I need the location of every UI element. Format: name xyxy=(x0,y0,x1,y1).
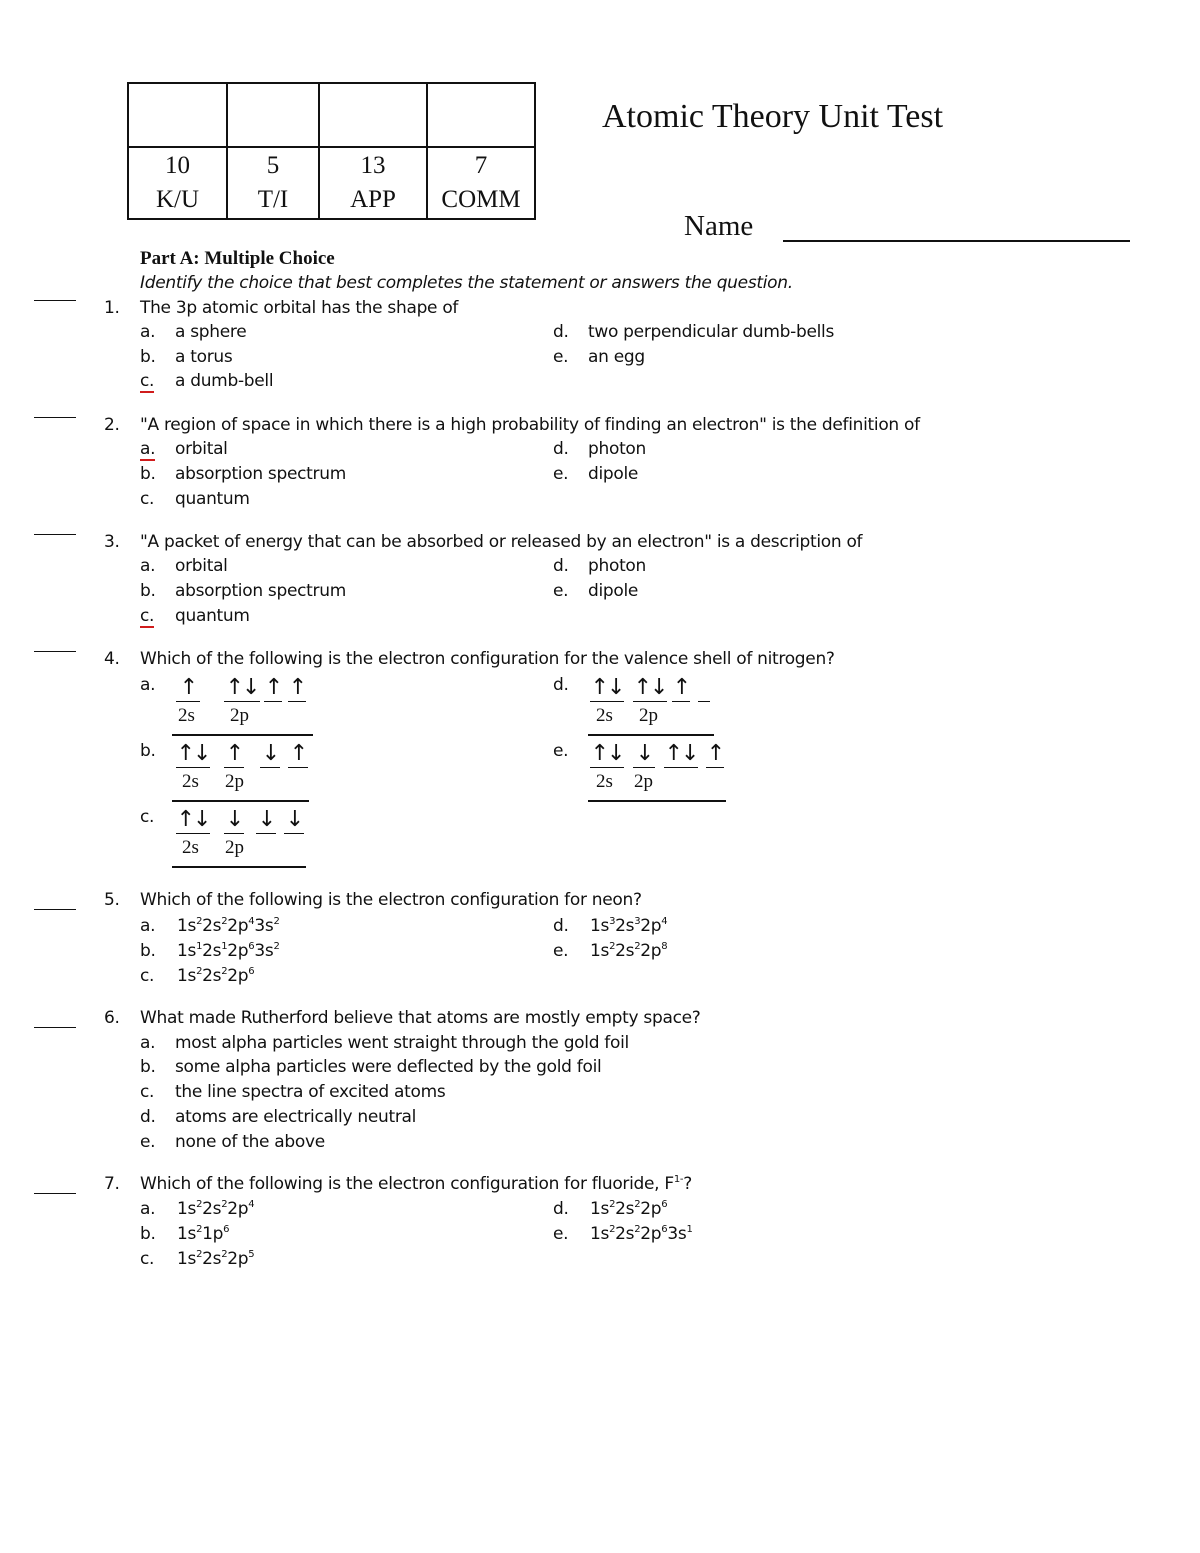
answer-blank[interactable] xyxy=(34,300,76,301)
question-text: Which of the following is the electron configuration for fluoride, $F^{1-}$? xyxy=(140,1174,692,1194)
option-letter: d. xyxy=(553,556,569,576)
score-cell-comm[interactable] xyxy=(427,83,535,147)
score-app: 13 APP xyxy=(319,147,427,219)
option-text: none of the above xyxy=(175,1132,325,1152)
option-letter: d. xyxy=(553,675,569,695)
option-letter: c. xyxy=(140,1082,155,1102)
option-text: a dumb-bell xyxy=(175,371,274,391)
label-2p: 2p xyxy=(230,705,249,726)
label-2p: 2p xyxy=(639,705,658,726)
option-text: an egg xyxy=(588,347,645,367)
question-number: 6. xyxy=(104,1008,120,1028)
option-text: $1s^22s^22p^43s^2$ xyxy=(177,916,280,936)
question-number: 1. xyxy=(104,298,120,318)
orbital-2p: ↑ xyxy=(672,675,690,700)
label-2p: 2p xyxy=(634,771,653,792)
option-letter: a. xyxy=(140,556,156,576)
option-text: a torus xyxy=(175,347,233,367)
option-text: $1s^22s^22p^63s^1$ xyxy=(590,1224,693,1244)
name-label: Name xyxy=(684,210,754,242)
label-2s: 2s xyxy=(182,837,199,858)
label-2s: 2s xyxy=(596,705,613,726)
orbital-2p: ↑ xyxy=(706,741,724,766)
score-cell-app[interactable] xyxy=(319,83,427,147)
orbital-2s: ↑↓ xyxy=(590,675,624,700)
orbital-2p xyxy=(698,675,710,702)
option-letter-answer: c. xyxy=(140,606,155,626)
option-text: the line spectra of excited atoms xyxy=(175,1082,446,1102)
orbital-2p: ↓ xyxy=(257,807,275,832)
answer-blank[interactable] xyxy=(34,1027,76,1028)
label-2s: 2s xyxy=(182,771,199,792)
option-text: $1s^21p^6$ xyxy=(177,1224,230,1244)
question-number: 5. xyxy=(104,890,120,910)
option-letter: b. xyxy=(140,347,156,367)
option-letter: b. xyxy=(140,581,156,601)
orbital-2p: ↑↓ xyxy=(225,675,259,700)
option-text: quantum xyxy=(175,606,250,626)
question-text: Which of the following is the electron configuration for the valence shell of nitrogen? xyxy=(140,649,835,669)
option-letter: a. xyxy=(140,675,156,695)
orbital-2p: ↑↓ xyxy=(633,675,667,700)
option-letter: e. xyxy=(553,347,569,367)
option-letter: e. xyxy=(553,1224,569,1244)
option-letter: d. xyxy=(553,916,569,936)
question-text: The 3p atomic orbital has the shape of xyxy=(140,298,459,318)
label-2p: 2p xyxy=(225,837,244,858)
divider xyxy=(172,866,306,868)
question-number: 3. xyxy=(104,532,120,552)
option-letter: e. xyxy=(553,941,569,961)
option-letter: d. xyxy=(140,1107,156,1127)
name-field[interactable] xyxy=(783,216,1130,242)
option-letter: c. xyxy=(140,966,155,986)
option-letter: a. xyxy=(140,916,156,936)
option-text: a sphere xyxy=(175,322,247,342)
score-comm: 7 COMM xyxy=(427,147,535,219)
score-ti: 5 T/I xyxy=(227,147,319,219)
option-letter: e. xyxy=(140,1132,156,1152)
orbital-2p: ↑ xyxy=(264,675,282,700)
option-letter: e. xyxy=(553,464,569,484)
option-text: dipole xyxy=(588,581,639,601)
answer-blank[interactable] xyxy=(34,909,76,910)
option-text: atoms are electrically neutral xyxy=(175,1107,417,1127)
option-text: $1s^22s^22p^6$ xyxy=(177,966,255,986)
orbital-2p: ↑ xyxy=(288,675,306,700)
question-text: "A packet of energy that can be absorbed or released by an electron" is a description of xyxy=(140,532,863,552)
option-text: $1s^32s^32p^4$ xyxy=(590,916,668,936)
option-text: photon xyxy=(588,556,647,576)
answer-blank[interactable] xyxy=(34,651,76,652)
score-ku: 10 K/U xyxy=(128,147,227,219)
orbital-2p: ↑ xyxy=(225,741,243,766)
option-text: orbital xyxy=(175,556,228,576)
option-letter: c. xyxy=(140,807,155,827)
score-table xyxy=(127,82,536,220)
option-letter: b. xyxy=(140,941,156,961)
answer-blank[interactable] xyxy=(34,417,76,418)
option-text: most alpha particles went straight through the gold foil xyxy=(175,1033,629,1053)
score-cell-ku[interactable] xyxy=(128,83,227,147)
orbital-2s: ↑ xyxy=(176,675,200,702)
option-text: $1s^22s^22p^6$ xyxy=(590,1199,668,1219)
option-letter: c. xyxy=(140,489,155,509)
question-text: "A region of space in which there is a high probability of finding an electron" is the definition of xyxy=(140,415,920,435)
orbital-2s: ↑↓ xyxy=(176,807,210,832)
question-text: What made Rutherford believe that atoms are mostly empty space? xyxy=(140,1008,701,1028)
page-title: Atomic Theory Unit Test xyxy=(602,98,944,135)
label-2s: 2s xyxy=(596,771,613,792)
option-text: two perpendicular dumb-bells xyxy=(588,322,835,342)
option-text: dipole xyxy=(588,464,639,484)
option-letter: b. xyxy=(140,1057,156,1077)
question-number: 7. xyxy=(104,1174,120,1194)
question-text: Which of the following is the electron configuration for neon? xyxy=(140,890,642,910)
answer-blank[interactable] xyxy=(34,534,76,535)
question-number: 2. xyxy=(104,415,120,435)
option-letter-answer: a. xyxy=(140,439,156,459)
label-2p: 2p xyxy=(225,771,244,792)
orbital-2p: ↓ xyxy=(633,741,655,768)
orbital-2p: ↑ xyxy=(289,741,307,766)
section-instructions: Identify the choice that best completes the statement or answers the question. xyxy=(140,273,793,293)
option-letter: d. xyxy=(553,322,569,342)
divider xyxy=(172,734,313,736)
option-letter: a. xyxy=(140,1199,156,1219)
option-letter: b. xyxy=(140,741,156,761)
option-letter: e. xyxy=(553,581,569,601)
option-text: photon xyxy=(588,439,647,459)
option-text: quantum xyxy=(175,489,250,509)
orbital-2p: ↓ xyxy=(285,807,303,832)
option-text: absorption spectrum xyxy=(175,464,346,484)
option-letter: a. xyxy=(140,322,156,342)
divider xyxy=(588,734,714,736)
option-letter: c. xyxy=(140,1249,155,1269)
label-2s: 2s xyxy=(178,705,195,726)
option-text: $1s^12s^12p^63s^2$ xyxy=(177,941,280,961)
orbital-2s: ↑↓ xyxy=(590,741,624,766)
option-letter: d. xyxy=(553,439,569,459)
option-text: $1s^22s^22p^4$ xyxy=(177,1199,255,1219)
answer-blank[interactable] xyxy=(34,1193,76,1194)
option-letter: e. xyxy=(553,741,569,761)
option-text: absorption spectrum xyxy=(175,581,346,601)
divider xyxy=(588,800,726,802)
question-number: 4. xyxy=(104,649,120,669)
option-text: $1s^22s^22p^8$ xyxy=(590,941,668,961)
divider xyxy=(172,800,309,802)
option-text: $1s^22s^22p^5$ xyxy=(177,1249,255,1269)
option-text: some alpha particles were deflected by the gold foil xyxy=(175,1057,602,1077)
option-letter: d. xyxy=(553,1199,569,1219)
orbital-2p: ↑↓ xyxy=(664,741,698,766)
orbital-2s: ↑↓ xyxy=(176,741,210,766)
orbital-2p: ↓ xyxy=(261,741,279,766)
option-letter-answer: c. xyxy=(140,371,155,391)
option-letter: a. xyxy=(140,1033,156,1053)
option-letter: b. xyxy=(140,1224,156,1244)
option-text: orbital xyxy=(175,439,228,459)
orbital-2p: ↓ xyxy=(225,807,243,832)
option-letter: b. xyxy=(140,464,156,484)
section-title: Part A: Multiple Choice xyxy=(140,248,335,269)
score-cell-ti[interactable] xyxy=(227,83,319,147)
